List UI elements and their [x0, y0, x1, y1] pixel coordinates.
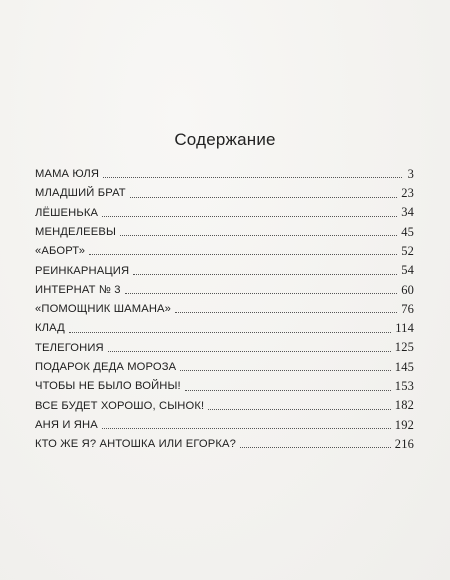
toc-entry-title: РЕИНКАРНАЦИЯ [35, 264, 130, 277]
dot-leader [103, 177, 402, 178]
toc-entry [35, 393, 414, 412]
toc-entry-title: МЛАДШИЙ БРАТ [35, 187, 126, 200]
dot-leader [125, 293, 398, 294]
toc-entry-page: 76 [401, 301, 414, 316]
toc-entry-title: «АБОРТ» [35, 245, 86, 258]
toc-entry-page: 192 [394, 417, 414, 432]
dot-leader [133, 274, 397, 275]
toc-entry [35, 373, 414, 392]
toc-entry-page: 145 [394, 359, 414, 374]
toc-entry-title: КЛАД [35, 322, 65, 335]
toc-entry-title: МЕНДЕЛЕЕВЫ [35, 225, 117, 238]
toc-entry [35, 257, 414, 276]
dot-leader [240, 447, 391, 448]
toc-entry-title: ИНТЕРНАТ № 3 [35, 283, 121, 296]
dot-leader [89, 254, 397, 255]
dot-leader [175, 312, 397, 313]
toc-entry-page: 45 [401, 224, 414, 239]
toc-entry-title: ЛЁШЕНЬКА [35, 206, 99, 219]
toc-entry-page: 60 [401, 282, 414, 297]
toc-entry-page: 216 [394, 436, 414, 451]
toc-entry-page: 182 [394, 398, 414, 413]
toc-entry [35, 335, 414, 354]
dot-leader [180, 370, 391, 371]
toc-entry-title: ВСЕ БУДЕТ ХОРОШО, СЫНОК! [35, 399, 205, 412]
toc-entry-title: «ПОМОЩНИК ШАМАНА» [35, 303, 172, 316]
toc-entry-title: МАМА ЮЛЯ [35, 168, 100, 181]
toc-entry-page: 114 [395, 321, 414, 336]
page-title: Содержание [174, 130, 276, 149]
toc-entry-page: 125 [394, 340, 414, 355]
toc-entry [35, 277, 414, 296]
dot-leader [102, 428, 391, 429]
toc-entry-page: 153 [394, 379, 414, 394]
dot-leader [185, 390, 391, 391]
toc-entry [35, 354, 414, 373]
toc-entry [35, 315, 414, 334]
toc-entry-page: 52 [401, 243, 414, 258]
dot-leader [130, 197, 397, 198]
dot-leader [120, 235, 397, 236]
toc-entry-page: 23 [401, 186, 414, 201]
toc-entry [35, 238, 414, 257]
toc-entry-title: ЧТОБЫ НЕ БЫЛО ВОЙНЫ! [35, 380, 181, 393]
toc-entry [35, 161, 414, 180]
toc-entry-page: 54 [401, 263, 414, 278]
toc-entry-page: 34 [401, 205, 414, 220]
toc-entry [35, 412, 414, 431]
toc-entry-title: ТЕЛЕГОНИЯ [35, 341, 104, 354]
table-of-contents [35, 161, 414, 450]
toc-entry-title: АНЯ И ЯНА [35, 418, 98, 431]
toc-entry-page: 3 [407, 166, 414, 181]
dot-leader [208, 409, 391, 410]
toc-entry-title: ПОДАРОК ДЕДА МОРОЗА [35, 361, 177, 374]
dot-leader [108, 351, 391, 352]
dot-leader [69, 332, 391, 333]
toc-entry [35, 296, 414, 315]
toc-entry [35, 431, 414, 450]
toc-entry-title: КТО ЖЕ Я? АНТОШКА ИЛИ ЕГОРКА? [35, 438, 237, 451]
toc-entry [35, 219, 414, 238]
toc-entry [35, 200, 414, 219]
dot-leader [102, 216, 397, 217]
toc-entry [35, 180, 414, 199]
